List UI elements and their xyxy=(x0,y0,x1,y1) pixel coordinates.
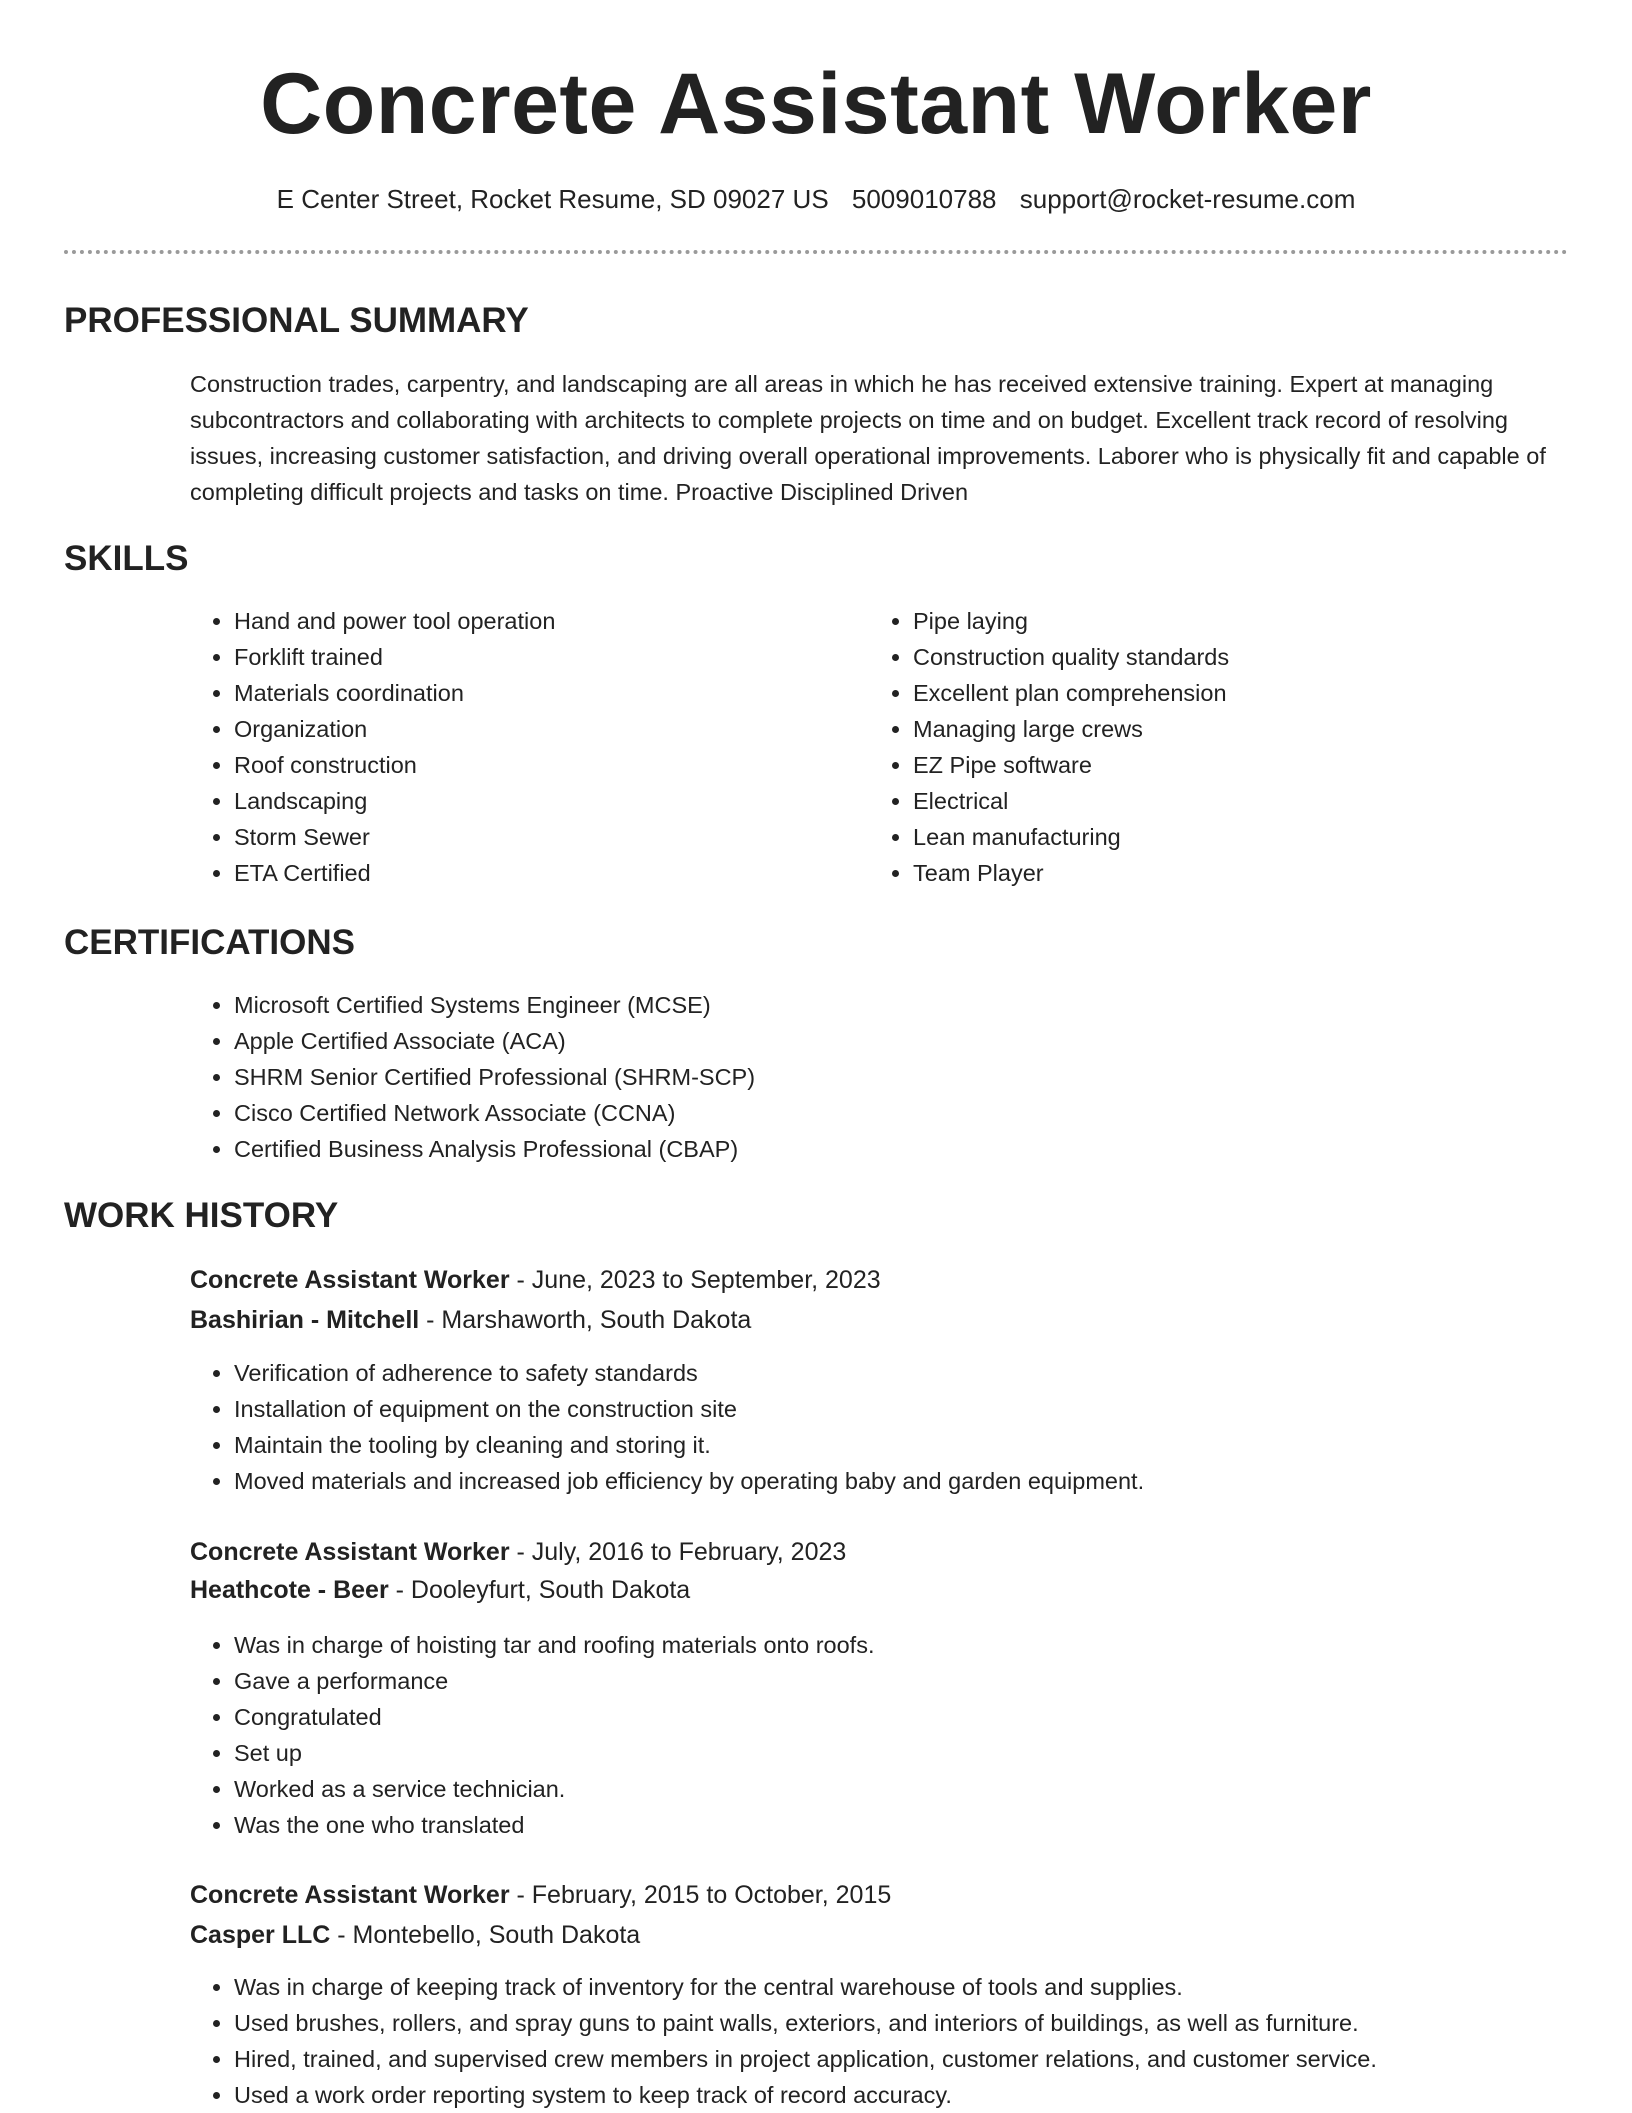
list-item: • Cisco Certified Network Associate (CCNA) xyxy=(234,1095,1534,1131)
list-item: • Forklift trained xyxy=(234,639,834,675)
list-item: • Was in charge of hoisting tar and roofing materials onto roofs. xyxy=(234,1627,1614,1663)
skills-heading: SKILLS xyxy=(64,539,189,578)
list-item: • Maintain the tooling by cleaning and storing it. xyxy=(234,1427,1614,1463)
job-2-duties xyxy=(190,1627,1614,1843)
candidate-name: Concrete Assistant Worker xyxy=(260,56,1372,152)
list-item: • Was in charge of keeping track of inventory for the central warehouse of tools and supplies. xyxy=(234,1969,1632,2005)
list-item: • Managing large crews xyxy=(913,711,1513,747)
list-item: • ETA Certified xyxy=(234,855,834,891)
job-dates: - February, 2015 to October, 2015 xyxy=(509,1881,892,1909)
certifications-heading: CERTIFICATIONS xyxy=(64,923,356,962)
list-item: • Pipe laying xyxy=(913,603,1513,639)
summary-text: Construction trades, carpentry, and landscaping are all areas in which he has received extensive training. Expert at managing subcontractors and collaborating with architects to complete projects on time and on budget. Excellent track record of resolving issues, increasing customer satisfaction, and driving overall operational improvements. Laborer who is physically fit and capable of completing difficult projects and tasks on time. Proactive Disciplined Driven xyxy=(190,371,1546,505)
list-item: • Roof construction xyxy=(234,747,834,783)
job-dates: - July, 2016 to February, 2023 xyxy=(509,1538,847,1566)
contact-phone: 5009010788 xyxy=(851,184,997,214)
job-role: Concrete Assistant Worker xyxy=(190,1266,510,1294)
contact-line xyxy=(0,181,1632,217)
job-company: Heathcote - Beer xyxy=(190,1576,389,1604)
list-item: • Worked as a service technician. xyxy=(234,1771,1614,1807)
job-role: Concrete Assistant Worker xyxy=(190,1881,510,1909)
job-1-company-line xyxy=(190,1302,751,1338)
list-item: • Team Player xyxy=(913,855,1513,891)
certifications-list xyxy=(190,987,1534,1167)
list-item: • Used brushes, rollers, and spray guns to paint walls, exteriors, and interiors of buildings, as well as furniture. xyxy=(234,2005,1632,2041)
list-item: • Moved materials and increased job efficiency by operating baby and garden equipment. xyxy=(234,1463,1614,1499)
job-location: - Marshaworth, South Dakota xyxy=(419,1306,752,1334)
list-item: • Construction quality standards xyxy=(913,639,1513,675)
list-item: • Excellent plan comprehension xyxy=(913,675,1513,711)
header-divider xyxy=(64,250,1568,254)
list-item: • EZ Pipe software xyxy=(913,747,1513,783)
list-item: • Landscaping xyxy=(234,783,834,819)
list-item: • Lean manufacturing xyxy=(913,819,1513,855)
skills-list-right xyxy=(869,603,1513,891)
list-item: • Apple Certified Associate (ACA) xyxy=(234,1023,1534,1059)
job-2-company-line xyxy=(190,1572,690,1608)
job-role: Concrete Assistant Worker xyxy=(190,1538,510,1566)
job-3-company-line xyxy=(190,1917,640,1953)
list-item: • Congratulated xyxy=(234,1699,1614,1735)
job-location: - Montebello, South Dakota xyxy=(330,1921,641,1949)
job-company: Casper LLC xyxy=(190,1921,331,1949)
list-item: • SHRM Senior Certified Professional (SHRM-SCP) xyxy=(234,1059,1534,1095)
list-item: • Microsoft Certified Systems Engineer (MCSE) xyxy=(234,987,1534,1023)
job-dates: - June, 2023 to September, 2023 xyxy=(509,1266,881,1294)
work-history-heading: WORK HISTORY xyxy=(64,1196,339,1235)
list-item: • Installation of equipment on the construction site xyxy=(234,1391,1614,1427)
list-item: • Hired, trained, and supervised crew members in project application, customer relations, and customer service. xyxy=(234,2041,1632,2077)
contact-address: E Center Street, Rocket Resume, SD 09027 US xyxy=(276,184,829,214)
skills-list-left xyxy=(190,603,834,891)
job-2-title-line xyxy=(190,1534,846,1570)
job-1-duties xyxy=(190,1355,1614,1499)
job-location: - Dooleyfurt, South Dakota xyxy=(388,1576,691,1604)
job-3-title-line xyxy=(190,1877,891,1913)
list-item: • Used a work order reporting system to keep track of record accuracy. xyxy=(234,2077,1632,2113)
job-3-duties xyxy=(190,1969,1632,2113)
list-item: • Storm Sewer xyxy=(234,819,834,855)
contact-email: support@rocket-resume.com xyxy=(1019,184,1356,214)
list-item: • Hand and power tool operation xyxy=(234,603,834,639)
list-item: • Verification of adherence to safety standards xyxy=(234,1355,1614,1391)
list-item: • Electrical xyxy=(913,783,1513,819)
list-item: • Set up xyxy=(234,1735,1614,1771)
job-company: Bashirian - Mitchell xyxy=(190,1306,420,1334)
list-item: • Certified Business Analysis Professional (CBAP) xyxy=(234,1131,1534,1167)
list-item: • Gave a performance xyxy=(234,1663,1614,1699)
list-item: • Materials coordination xyxy=(234,675,834,711)
summary-heading: PROFESSIONAL SUMMARY xyxy=(64,301,529,340)
list-item: • Organization xyxy=(234,711,834,747)
job-1-title-line xyxy=(190,1262,881,1298)
list-item: • Was the one who translated xyxy=(234,1807,1614,1843)
